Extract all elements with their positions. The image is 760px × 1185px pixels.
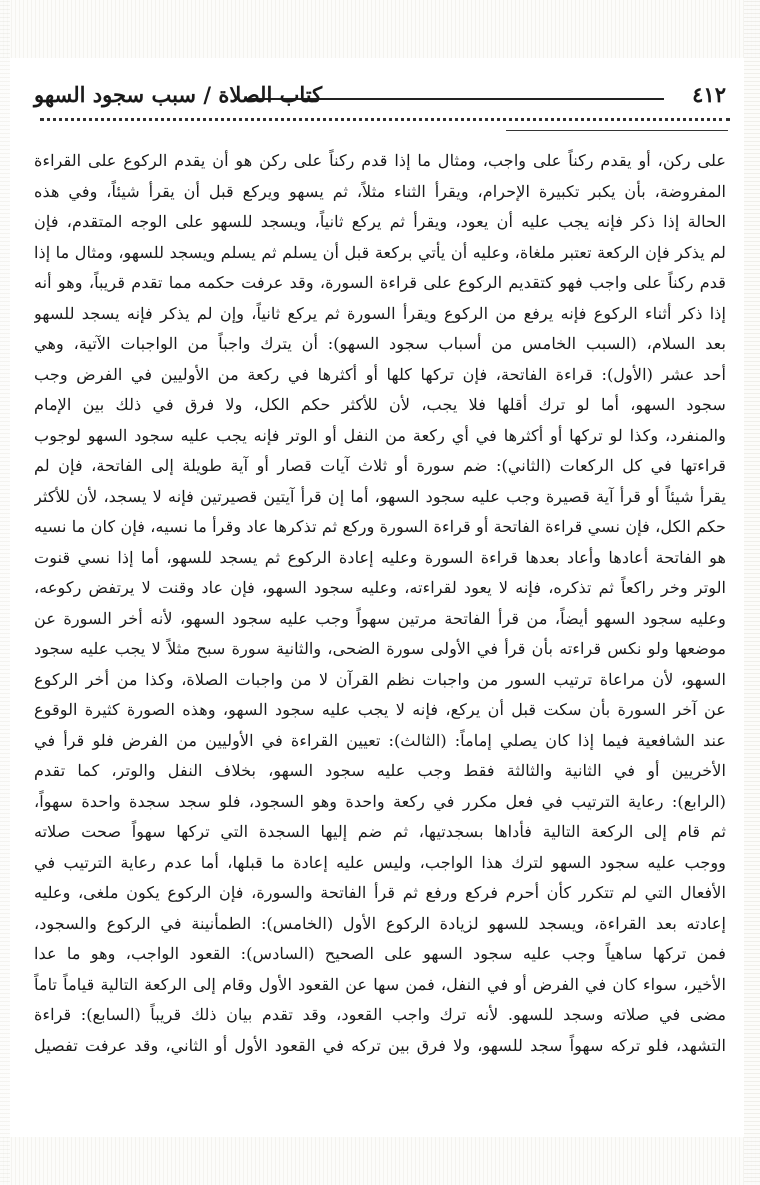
text-line: بعد السلام، (السبب الخامس من أسباب سجود السهو): أن يترك واجباً من الواجبات الآتية، وهي [34,334,726,353]
text-line: أحد عشر (الأول): قراءة الفاتحة، فإن تركها كلها أو أكثرها في ركعة من الأوليين في الفرض وجب [34,364,726,384]
body-text [34,146,726,1061]
text-line: ثم قام إلى الركعة التالية فأداها بسجدتيها، ثم ضم إليها السجدة التي تركها سهواً صحت صلاته [34,822,726,841]
text-line: عند الشافعية فيما إذا كان يصلي إماماً: (الثالث): تعيين القراءة في الأوليين من الفرض فلو قرأ في [34,730,726,750]
scan-edge-right [744,0,760,1185]
text-line: لم يذكر فإن الركعة تعتبر ملغاة، وعليه أن يأتي بركعة قبل أن يسلم ثم يسلم ويسجد للسهو، ومثال ما إذا [34,242,726,262]
section-rule [506,130,728,131]
text-line: قراءتها في كل الركعات (الثاني): ضم سورة أو ثلاث آيات قصار أو آية طويلة إلى الفاتحة، فإن لم [34,456,726,475]
text-line: الأخير، سواء كان في الفرض أو في النفل، فمن سها عن القعود الأول وقام إلى الركعة التالية قياماً تاماً [34,974,726,994]
text-line: موضعها ولو نكس قراءته بأن قرأ في الأولى سورة الضحى، والثانية سورة سبح مثلاً لا يجب عليه سجود [34,639,726,658]
text-line: والمنفرد، وكذا لو تركها أو أكثرها في أي ركعة من النفل أو الوتر فإنه يجب عليه سجود السهو لوجوب [34,425,726,445]
text-line: ووجب عليه سجود السهو لترك هذا الواجب، وليس عليه إعادة ما قبلها، أما عدم رعاية الترتيب في [34,852,726,872]
text-line: الوتر وخر راكعاً ثم تذكره، فإنه لا يعود لقراءته، وعليه سجود السهو، فإن عاد وقنت لا يرتفض ركوعه، [34,578,726,597]
text-line: (الرابع): رعاية الترتيب في فعل مكرر في ركعة واحدة وهو السجود، فلو سجد سجدة واحدة سهواً، [34,791,726,811]
text-line: قدم ركناً على واجب فهو كتقديم الركوع على قراءة السورة، وقد عرفت حكمه مما تقدم قريباً، وهو أنه [34,273,726,292]
text-line: حكم الكل، فإن نسي قراءة الفاتحة أو قراءة السورة وركع ثم تذكرها عاد وقرأ ما نسيه، فإن كان ما نسيه [34,517,726,536]
dotted-separator [40,118,730,121]
text-line: المفروضة، بأن يكبر تكبيرة الإحرام، ويقرأ الثناء مثلاً، ثم يسهو ويركع قبل أن يقرأ شيئاً، وفي هذه [34,181,726,201]
text-line: إعادته بعد القراءة، ويسجد للسهو لزيادة الركوع الأول (الخامس): الطمأنينة في الركوع والسجود، [34,913,726,933]
scan-edge-top [0,0,760,58]
text-line: فمن تركها ساهياً وجب عليه سجود السهو على الصحيح (السادس): القعود الواجب، وهو ما عدا [34,944,726,963]
text-line: إذا ذكر أثناء الركوع فإنه يرفع من الركوع ويقرأ السورة ثم يركع ثانياً، وإن لم يذكر فإنه يسجد للسهو [34,303,726,323]
text-line: السهو، لأن مراعاة ترتيب السور من واجبات نظم القرآن لا من واجبات الصلاة، وكذا من أخر الركوع [34,669,726,689]
text-line: يقرأ شيئاً أو قرأ آية قصيرة وجب عليه سجود السهو، أما إن قرأ آيتين قصيرتين فإنه لا يسجد، لأن للأكثر [34,486,726,506]
text-line: وعليه سجود السهو أيضاً، من قرأ الفاتحة مرتين سهواً وجب عليه سجود السهو، لأنه أخر السورة عن [34,608,726,628]
text-line: عن آخر السورة بأن سكت قبل أن يركع، فإنه لا يجب عليه سجود السهو، وهذه الصورة كثيرة الوقوع [34,700,726,719]
text-line: سجود السهو، أما لو ترك أقلها فلا يجب، لأن للأكثر حكم الكل، ولا فرق في ذلك بين الإمام [34,395,726,414]
page-number: ٤١٢ [692,82,726,107]
text-line: مضى في صلاته وسجد للسهو. لأنه ترك واجب القعود، وقد تقدم بيان ذلك قريباً (السابع): قراءة [34,1005,726,1024]
chapter-title: كتاب الصلاة / سبب سجود السهو [34,82,323,107]
scan-edge-bottom [0,1137,760,1185]
text-line: الأخريين أو في الثانية والثالثة فقط وجب عليه سجود السهو، بخلاف النفل والوتر، كما تقدم [34,761,726,780]
text-line: هو الفاتحة أعادها وأعاد بعدها قراءة السورة وعليه إعادة الركوع ثم يسجد للسهو، أما إذا نسي قنوت [34,547,726,567]
text-line: على ركن، أو يقدم ركناً على واجب، ومثال ما إذا قدم ركناً على ركن هو أن يقدم الركوع على القراءة [34,151,726,170]
scan-edge-left [0,0,10,1185]
text-line: الحالة إذا ذكر فإنه يجب عليه أن يعود، ويقرأ ثم يركع ثانياً، ويسجد للسهو على الوجه المتقدم، فإن [34,212,726,231]
text-line: التشهد، فلو تركه سهواً سجد للسهو، ولا فرق بين تركه في القعود الأول أو الثاني، وقد عرفت تفصيل [34,1035,726,1055]
running-header [34,80,726,114]
text-line: الأفعال التي لم تتكرر كأن أحرم فركع ورفع ثم قرأ الفاتحة والسورة، فإن الركوع يكون ملغى، وعليه [34,883,726,902]
